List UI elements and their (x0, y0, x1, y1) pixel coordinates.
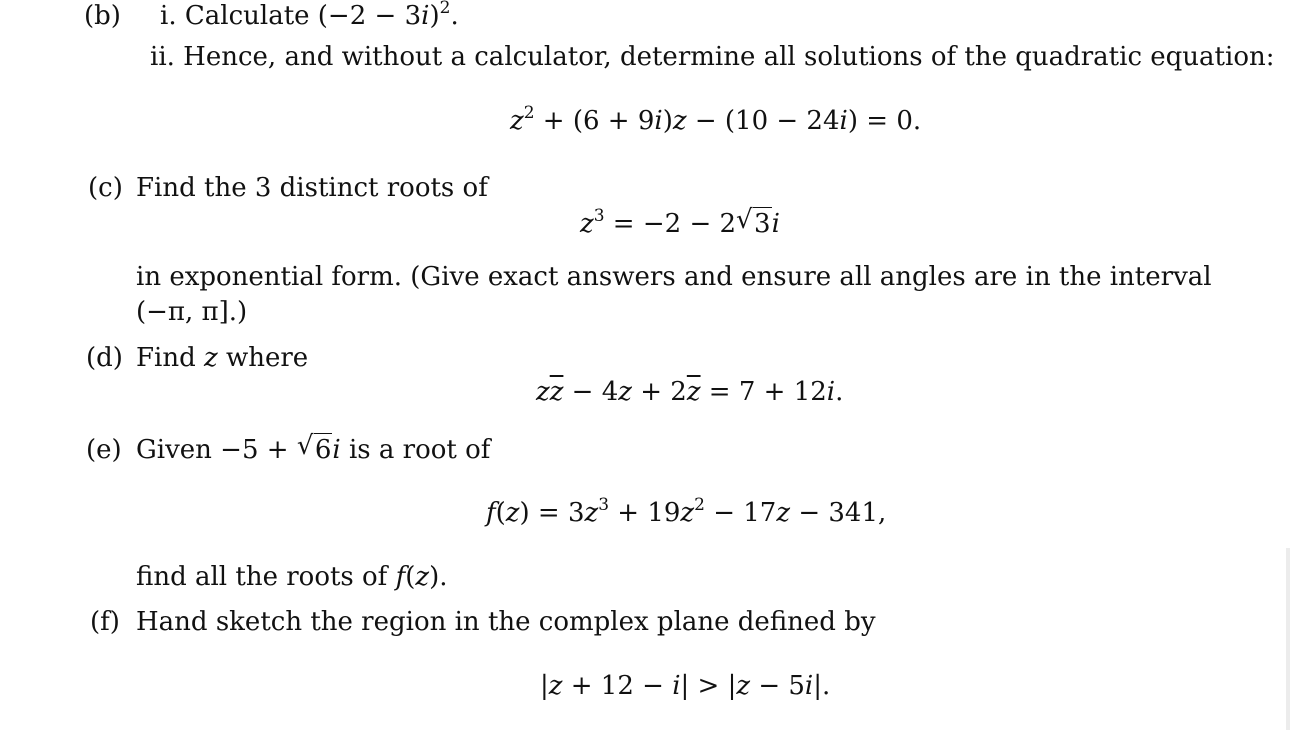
math-text: ) = 0. (847, 106, 922, 136)
math-var: z (736, 671, 751, 701)
part-b-i (160, 0, 459, 31)
math-var: z (415, 562, 430, 592)
math-var: z (510, 106, 524, 136)
math-exponent: 3 (598, 495, 610, 515)
part-e-text-a: Given −5 + (136, 435, 297, 465)
part-c-line2: (−π, π].) (136, 297, 248, 327)
math-var: i (771, 209, 780, 239)
part-e-tail-text: find all the roots of (136, 562, 396, 592)
math-var: z (618, 377, 632, 407)
equation-d (536, 379, 843, 405)
part-f-label: (f) (90, 607, 120, 637)
part-d-text (136, 345, 308, 371)
math-var: z (672, 106, 687, 136)
part-e-text (136, 431, 491, 465)
math-text: ) = 3 (519, 498, 585, 528)
equation-b (510, 103, 922, 136)
part-d-text-b: where (217, 343, 309, 373)
math-var: i (421, 1, 430, 31)
part-b-label: (b) (84, 1, 121, 31)
part-e-tail (136, 564, 447, 590)
part-d-label: (d) (86, 343, 123, 373)
math-text: | (540, 671, 549, 701)
part-d-text-a: Find (136, 343, 205, 373)
part-f-text: Hand sketch the region in the complex plane defined by (136, 607, 876, 637)
math-var: z (584, 498, 599, 528)
math-var: z (204, 343, 218, 373)
math-var: i (839, 106, 848, 136)
math-exponent: 3 (593, 206, 605, 226)
math-var: z (776, 498, 791, 528)
math-text: − (10 − 24 (686, 106, 840, 136)
math-exponent: 2 (694, 495, 705, 515)
math-var: z (680, 498, 695, 528)
math-var: f (395, 562, 406, 592)
math-text: ( (495, 498, 506, 528)
math-text: ( (405, 562, 416, 592)
math-text: = −2 − 2 (604, 209, 737, 239)
subpart-text: Hence, and without a calculator, determine all solutions of the quadratic equation: (183, 42, 1275, 72)
math-var: z (580, 209, 594, 239)
part-b-ii (150, 44, 1274, 70)
part-e-label: (e) (86, 435, 122, 465)
subpart-text: Calculate (−2 − 3 (184, 1, 422, 31)
math-text: |. (813, 671, 831, 701)
math-var: z (548, 671, 563, 701)
math-text: − 5 (750, 671, 805, 701)
scrollbar-track[interactable] (1286, 548, 1290, 730)
part-c-text: Find the 3 distinct roots of (136, 173, 488, 203)
math-var: i (332, 435, 341, 465)
math-text: − 4 (563, 377, 619, 407)
square-root (736, 205, 772, 239)
math-exponent: 2 (523, 103, 535, 123)
radicand: 6 (314, 435, 332, 465)
square-root (296, 431, 333, 465)
math-text: + (6 + 9 (534, 106, 655, 136)
math-conjugate: $\overline{z}$ (549, 377, 564, 407)
radicand: 3 (754, 209, 771, 239)
math-var: i (672, 671, 681, 701)
math-conjugate: $\overline{z}$ (686, 377, 701, 407)
math-text: ) (662, 106, 673, 136)
math-text: | > | (680, 671, 737, 701)
radical-sign: √ (736, 205, 753, 235)
equation-f (540, 673, 830, 699)
math-text: − 17 (704, 498, 777, 528)
subpart-number: i. (160, 1, 177, 31)
equation-e (486, 495, 887, 528)
math-var: z (536, 377, 550, 407)
part-c-line1: in exponential form. (Give exact answers and ensure all angles are in the interval (136, 262, 1212, 292)
math-var: z (505, 498, 520, 528)
equation-c (580, 205, 780, 239)
math-var: i (804, 671, 814, 701)
math-exponent: 2 (439, 0, 451, 18)
math-text: . (450, 1, 459, 31)
math-text: ) (429, 1, 440, 31)
math-text: = 7 + 12 (700, 377, 827, 407)
math-var: f (486, 498, 496, 528)
math-text: . (835, 377, 844, 407)
math-text: − 341, (790, 498, 887, 528)
math-text: ). (429, 562, 448, 592)
math-var: i (826, 377, 836, 407)
part-c-label: (c) (88, 173, 123, 203)
math-text: + 2 (631, 377, 687, 407)
part-e-text-b: is a root of (340, 435, 491, 465)
radical-sign: √ (296, 431, 314, 461)
math-var: i (654, 106, 663, 136)
math-text: + 12 − (562, 671, 673, 701)
math-text: + 19 (609, 498, 681, 528)
subpart-number: ii. (150, 42, 175, 72)
